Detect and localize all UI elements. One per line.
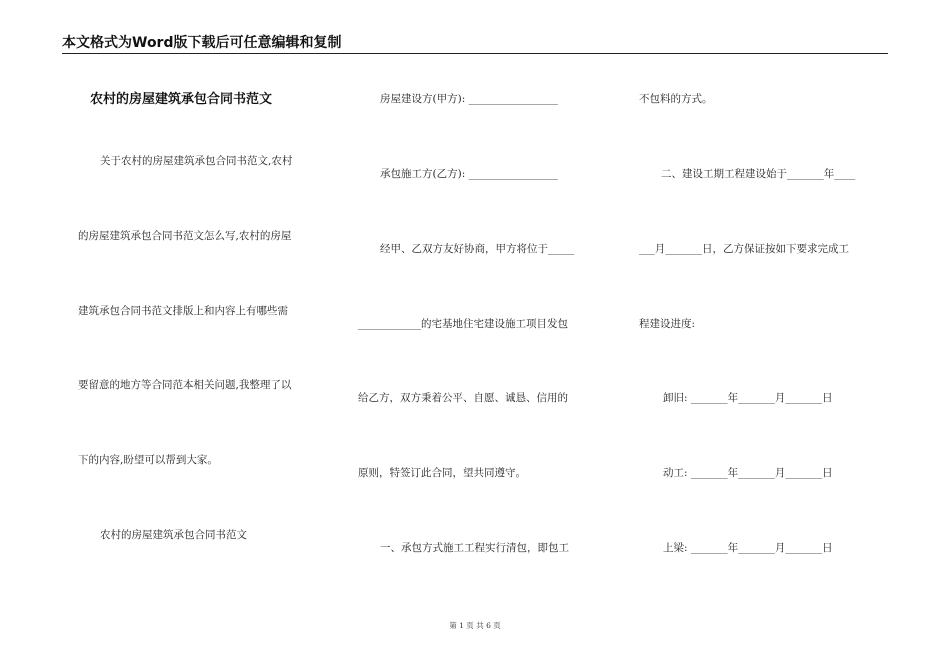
col1-line-4: 要留意的地方等合同范本相关问题,我整理了以 [78,379,292,391]
col3-line-7: 上梁: _______年_______月_______日 [663,542,833,554]
col1-line-2: 的房屋建筑承包合同书范文怎么写,农村的房屋 [78,230,292,242]
col2-line-6: 原则，特签订此合同，望共同遵守。 [358,467,526,479]
col2-line-7: 一、承包方式施工工程实行清包，即包工 [380,542,569,554]
col2-line-4: ____________的宅基地住宅建设施工项目发包 [358,318,568,330]
col3-line-1: 不包料的方式。 [639,93,713,105]
col1-line-6: 农村的房屋建筑承包合同书范文 [100,529,247,541]
col2-line-3: 经甲、乙双方友好协商，甲方将位于_____ [380,243,575,255]
col3-line-4: 程建设进度: [639,318,696,330]
col1-line-3: 建筑承包合同书范文排版上和内容上有哪些需 [78,305,288,317]
col1-line-1: 关于农村的房屋建筑承包合同书范文,农村 [100,155,293,167]
document-title: 农村的房屋建筑承包合同书范文 [90,92,273,107]
header-text: 本文格式为Word版下载后可任意编辑和复制 [62,35,342,51]
page-number: 第 1 页 共 6 页 [449,621,501,630]
col3-line-6: 动工: _______年_______月_______日 [663,467,833,479]
col2-line-1: 房屋建设方(甲方): _________________ [380,93,558,105]
col1-line-5: 下的内容,盼望可以帮到大家。 [78,454,218,466]
col3-line-2: 二、建设工期工程建设始于_______年____ [661,168,856,180]
col3-line-3: ___月_______日，乙方保证按如下要求完成工 [639,243,849,255]
col3-line-5: 卸旧: _______年_______月_______日 [663,392,833,404]
page-header [62,34,888,54]
col2-line-5: 给乙方，双方秉着公平、自愿、诚恳、信用的 [358,392,568,404]
col2-line-2: 承包施工方(乙方): _________________ [380,168,558,180]
